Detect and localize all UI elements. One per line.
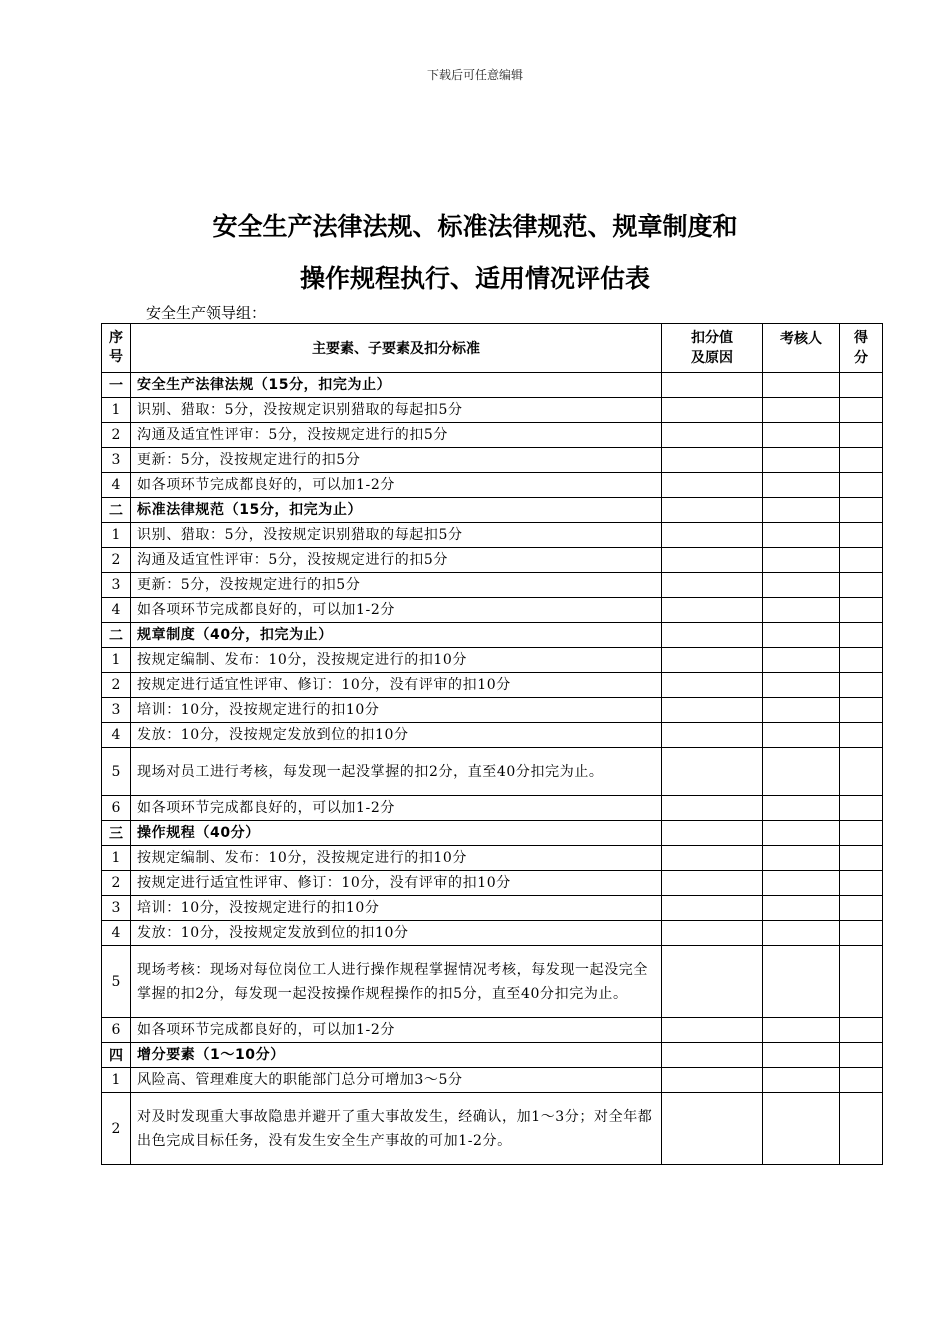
reviewer-cell xyxy=(763,1068,840,1093)
criteria-text: 按规定进行适宜性评审、修订：10分，没有评审的扣10分 xyxy=(131,673,662,698)
score-cell xyxy=(840,1068,883,1093)
deduct-cell xyxy=(662,723,763,748)
reviewer-cell xyxy=(763,748,840,796)
score-cell xyxy=(840,1043,883,1068)
score-cell xyxy=(840,573,883,598)
table-row xyxy=(102,473,883,498)
deduct-cell xyxy=(662,796,763,821)
reviewer-cell xyxy=(763,523,840,548)
table-row xyxy=(102,673,883,698)
section-row xyxy=(102,623,883,648)
table-row xyxy=(102,896,883,921)
reviewer-cell xyxy=(763,398,840,423)
score-cell xyxy=(840,748,883,796)
column-header-score xyxy=(840,324,883,373)
score-cell xyxy=(840,448,883,473)
criteria-text: 更新：5分，没按规定进行的扣5分 xyxy=(131,448,662,473)
score-cell xyxy=(840,498,883,523)
criteria-text: 培训：10分，没按规定进行的扣10分 xyxy=(131,896,662,921)
table-row xyxy=(102,523,883,548)
criteria-text: 如各项环节完成都良好的，可以加1-2分 xyxy=(131,796,662,821)
reviewer-cell xyxy=(763,821,840,846)
deduct-cell xyxy=(662,871,763,896)
criteria-text: 沟通及适宜性评审：5分，没按规定进行的扣5分 xyxy=(131,423,662,448)
reviewer-cell xyxy=(763,796,840,821)
reviewer-cell xyxy=(763,473,840,498)
table-row xyxy=(102,846,883,871)
row-number: 二 xyxy=(102,498,131,523)
reviewer-cell xyxy=(763,871,840,896)
row-number: 1 xyxy=(102,648,131,673)
section-title: 增分要素（1～10分） xyxy=(131,1043,662,1068)
reviewer-cell xyxy=(763,1043,840,1068)
column-header-no-line1: 序 xyxy=(109,330,123,346)
table-row xyxy=(102,921,883,946)
row-number: 6 xyxy=(102,796,131,821)
reviewer-cell xyxy=(763,498,840,523)
column-header-score-line2: 分 xyxy=(854,350,868,366)
reviewer-cell xyxy=(763,573,840,598)
reviewer-cell xyxy=(763,846,840,871)
table-row xyxy=(102,573,883,598)
criteria-text: 现场考核：现场对每位岗位工人进行操作规程掌握情况考核，每发现一起没完全掌握的扣2分，每发现一起没按操作规程操作的扣5分，直至40分扣完为止。 xyxy=(131,946,662,1018)
deduct-cell xyxy=(662,423,763,448)
section-title: 操作规程（40分） xyxy=(131,821,662,846)
score-cell xyxy=(840,523,883,548)
criteria-text: 按规定编制、发布：10分，没按规定进行的扣10分 xyxy=(131,648,662,673)
criteria-text: 如各项环节完成都良好的，可以加1-2分 xyxy=(131,473,662,498)
score-cell xyxy=(840,1093,883,1165)
row-number: 2 xyxy=(102,673,131,698)
criteria-text: 如各项环节完成都良好的，可以加1-2分 xyxy=(131,1018,662,1043)
deduct-cell xyxy=(662,373,763,398)
criteria-text: 如各项环节完成都良好的，可以加1-2分 xyxy=(131,598,662,623)
score-cell xyxy=(840,648,883,673)
table-row xyxy=(102,796,883,821)
reviewer-cell xyxy=(763,448,840,473)
deduct-cell xyxy=(662,1093,763,1165)
table-row xyxy=(102,748,883,796)
page-header-note: 下载后可任意编辑 xyxy=(426,68,523,82)
row-number: 一 xyxy=(102,373,131,398)
reviewer-cell xyxy=(763,896,840,921)
row-number: 4 xyxy=(102,598,131,623)
document-title-line2: 操作规程执行、适用情况评估表 xyxy=(299,264,650,293)
column-header-reviewer: 考核人 xyxy=(763,324,840,373)
table-body xyxy=(102,373,883,1165)
criteria-text: 沟通及适宜性评审：5分，没按规定进行的扣5分 xyxy=(131,548,662,573)
section-row xyxy=(102,821,883,846)
score-cell xyxy=(840,473,883,498)
deduct-cell xyxy=(662,946,763,1018)
table-row xyxy=(102,1093,883,1165)
score-cell xyxy=(840,673,883,698)
column-header-deduct xyxy=(662,324,763,373)
table-row xyxy=(102,946,883,1018)
row-number: 三 xyxy=(102,821,131,846)
deduct-cell xyxy=(662,698,763,723)
criteria-text: 按规定编制、发布：10分，没按规定进行的扣10分 xyxy=(131,846,662,871)
reviewer-cell xyxy=(763,373,840,398)
score-cell xyxy=(840,1018,883,1043)
score-cell xyxy=(840,373,883,398)
row-number: 3 xyxy=(102,573,131,598)
deduct-cell xyxy=(662,398,763,423)
score-cell xyxy=(840,946,883,1018)
score-cell xyxy=(840,423,883,448)
deduct-cell xyxy=(662,548,763,573)
table-row xyxy=(102,1068,883,1093)
section-title: 标准法律规范（15分，扣完为止） xyxy=(131,498,662,523)
row-number: 1 xyxy=(102,1068,131,1093)
criteria-text: 识别、猎取：5分，没按规定识别猎取的每起扣5分 xyxy=(131,523,662,548)
deduct-cell xyxy=(662,1068,763,1093)
score-cell xyxy=(840,598,883,623)
section-title: 安全生产法律法规（15分，扣完为止） xyxy=(131,373,662,398)
deduct-cell xyxy=(662,921,763,946)
deduct-cell xyxy=(662,473,763,498)
column-header-deduct-line1: 扣分值 xyxy=(691,330,733,346)
document-title-line1: 安全生产法律法规、标准法律规范、规章制度和 xyxy=(212,212,738,241)
score-cell xyxy=(840,548,883,573)
criteria-text: 对及时发现重大事故隐患并避开了重大事故发生，经确认，加1～3分；对全年都出色完成目标任务，没有发生安全生产事故的可加1-2分。 xyxy=(131,1093,662,1165)
table-row xyxy=(102,398,883,423)
column-header-main: 主要素、子要素及扣分标准 xyxy=(131,324,662,373)
score-cell xyxy=(840,796,883,821)
row-number: 3 xyxy=(102,896,131,921)
deduct-cell xyxy=(662,748,763,796)
table-row xyxy=(102,448,883,473)
row-number: 四 xyxy=(102,1043,131,1068)
reviewer-cell xyxy=(763,723,840,748)
evaluation-table xyxy=(101,323,883,1165)
score-cell xyxy=(840,871,883,896)
reviewer-cell xyxy=(763,946,840,1018)
table-row xyxy=(102,548,883,573)
row-number: 1 xyxy=(102,398,131,423)
score-cell xyxy=(840,723,883,748)
table-row xyxy=(102,1018,883,1043)
deduct-cell xyxy=(662,673,763,698)
deduct-cell xyxy=(662,598,763,623)
criteria-text: 按规定进行适宜性评审、修订：10分，没有评审的扣10分 xyxy=(131,871,662,896)
deduct-cell xyxy=(662,1018,763,1043)
score-cell xyxy=(840,398,883,423)
score-cell xyxy=(840,698,883,723)
section-row xyxy=(102,373,883,398)
deduct-cell xyxy=(662,498,763,523)
deduct-cell xyxy=(662,523,763,548)
criteria-text: 发放：10分，没按规定发放到位的扣10分 xyxy=(131,723,662,748)
reviewer-cell xyxy=(763,673,840,698)
criteria-text: 发放：10分，没按规定发放到位的扣10分 xyxy=(131,921,662,946)
row-number: 2 xyxy=(102,1093,131,1165)
table-row xyxy=(102,871,883,896)
row-number: 6 xyxy=(102,1018,131,1043)
deduct-cell xyxy=(662,448,763,473)
deduct-cell xyxy=(662,821,763,846)
row-number: 2 xyxy=(102,871,131,896)
deduct-cell xyxy=(662,1043,763,1068)
section-row xyxy=(102,1043,883,1068)
criteria-text: 识别、猎取：5分，没按规定识别猎取的每起扣5分 xyxy=(131,398,662,423)
deduct-cell xyxy=(662,896,763,921)
row-number: 4 xyxy=(102,473,131,498)
row-number: 5 xyxy=(102,748,131,796)
reviewer-cell xyxy=(763,698,840,723)
row-number: 1 xyxy=(102,523,131,548)
reviewer-cell xyxy=(763,598,840,623)
row-number: 二 xyxy=(102,623,131,648)
reviewer-cell xyxy=(763,921,840,946)
column-header-no-line2: 号 xyxy=(109,349,123,365)
reviewer-cell xyxy=(763,1018,840,1043)
deduct-cell xyxy=(662,573,763,598)
org-line: 安全生产领导组： xyxy=(146,304,267,322)
section-title: 规章制度（40分，扣完为止） xyxy=(131,623,662,648)
table-row xyxy=(102,423,883,448)
row-number: 1 xyxy=(102,846,131,871)
score-cell xyxy=(840,921,883,946)
score-cell xyxy=(840,623,883,648)
table-row xyxy=(102,723,883,748)
row-number: 2 xyxy=(102,548,131,573)
row-number: 3 xyxy=(102,698,131,723)
reviewer-cell xyxy=(763,548,840,573)
reviewer-cell xyxy=(763,648,840,673)
table-row xyxy=(102,648,883,673)
criteria-text: 现场对员工进行考核，每发现一起没掌握的扣2分，直至40分扣完为止。 xyxy=(131,748,662,796)
row-number: 2 xyxy=(102,423,131,448)
row-number: 4 xyxy=(102,921,131,946)
row-number: 3 xyxy=(102,448,131,473)
deduct-cell xyxy=(662,648,763,673)
reviewer-cell xyxy=(763,1093,840,1165)
score-cell xyxy=(840,821,883,846)
reviewer-cell xyxy=(763,623,840,648)
column-header-deduct-line2: 及原因 xyxy=(691,350,733,366)
reviewer-cell xyxy=(763,423,840,448)
section-row xyxy=(102,498,883,523)
table-row xyxy=(102,698,883,723)
deduct-cell xyxy=(662,846,763,871)
criteria-text: 培训：10分，没按规定进行的扣10分 xyxy=(131,698,662,723)
score-cell xyxy=(840,896,883,921)
criteria-text: 更新：5分，没按规定进行的扣5分 xyxy=(131,573,662,598)
column-header-score-line1: 得 xyxy=(854,330,868,346)
row-number: 4 xyxy=(102,723,131,748)
table-header-row xyxy=(102,324,883,373)
score-cell xyxy=(840,846,883,871)
deduct-cell xyxy=(662,623,763,648)
criteria-text: 风险高、管理难度大的职能部门总分可增加3～5分 xyxy=(131,1068,662,1093)
column-header-no xyxy=(102,324,131,373)
row-number: 5 xyxy=(102,946,131,1018)
table-row xyxy=(102,598,883,623)
